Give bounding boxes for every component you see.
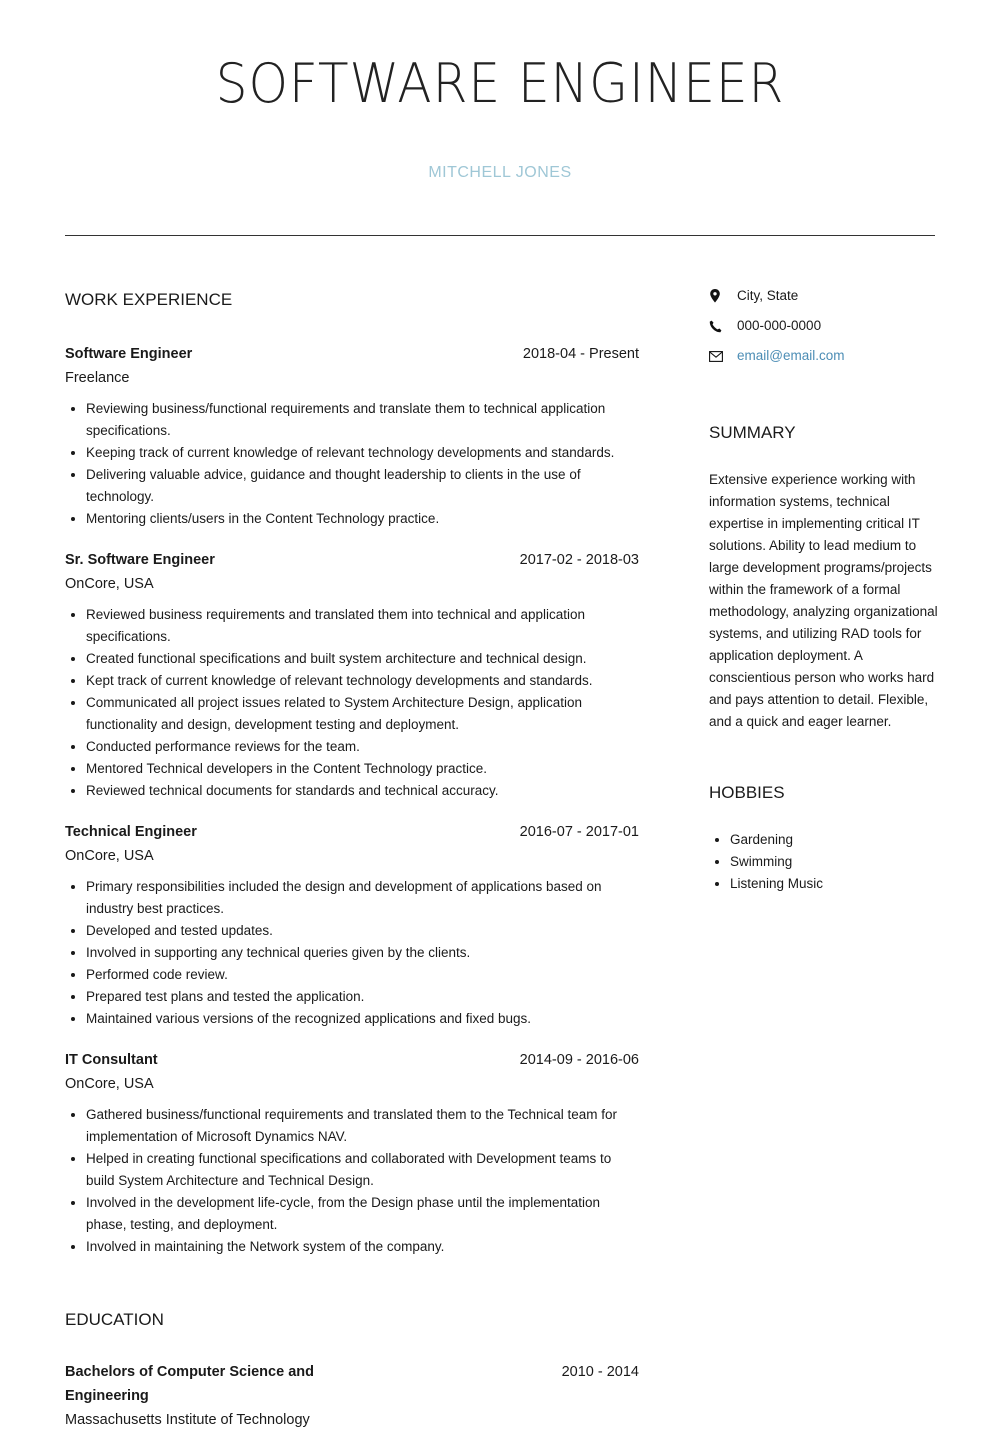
main-column <box>65 290 639 1432</box>
duty-item: • Primary responsibilities included the design and development of applications based on industry best practices. <box>86 876 639 920</box>
duty-item: • Kept track of current knowledge of relevant technology developments and standards. <box>86 670 639 692</box>
duty-item: • Communicated all project issues related to System Architecture Design, application functionality and design, development testing and deployment. <box>86 692 639 736</box>
job-dates: 2017-02 - 2018-03 <box>519 552 639 568</box>
duty-item: • Maintained various versions of the recognized applications and fixed bugs. <box>86 1008 639 1030</box>
duty-item: • Delivering valuable advice, guidance and thought leadership to clients in the use of technology. <box>86 464 639 508</box>
duty-item: • Involved in maintaining the Network system of the company. <box>86 1236 639 1258</box>
phone-icon <box>709 320 737 333</box>
job-title: IT Consultant <box>65 1052 158 1068</box>
duty-item: • Gathered business/functional requirements and translated them to the Technical team for implementation of Microsoft Dynamics NAV. <box>86 1104 639 1148</box>
duty-item: • Helped in creating functional specifications and collaborated with Development teams to build System Architecture and Technical Design. <box>86 1148 639 1192</box>
hobby-item: • Gardening <box>730 829 939 851</box>
summary-heading: SUMMARY <box>709 423 796 442</box>
duty-item: • Developed and tested updates. <box>86 920 639 942</box>
job-dates: 2014-09 - 2016-06 <box>519 1052 639 1068</box>
hobby-item: • Swimming <box>730 851 939 873</box>
job-duties-list <box>65 604 639 802</box>
duty-item: • Involved in the development life-cycle, from the Design phase until the implementation phase, testing, and deployment. <box>86 1192 639 1236</box>
duty-item: • Prepared test plans and tested the application. <box>86 986 639 1008</box>
map-pin-icon <box>709 289 737 303</box>
education-dates: 2010 - 2014 <box>561 1364 639 1380</box>
work-experience-heading: WORK EXPERIENCE <box>65 290 233 309</box>
duty-item: • Mentoring clients/users in the Content Technology practice. <box>86 508 639 530</box>
job-company: OnCore, USA <box>65 848 154 864</box>
email-link[interactable]: email@email.com <box>737 348 845 363</box>
job-entry <box>65 342 639 530</box>
contact-email[interactable] <box>709 341 939 371</box>
phone-text: 000-000-0000 <box>737 318 822 333</box>
job-entry <box>65 548 639 802</box>
envelope-icon <box>709 351 737 362</box>
duty-item: • Performed code review. <box>86 964 639 986</box>
duty-item: • Keeping track of current knowledge of relevant technology developments and standards. <box>86 442 639 464</box>
job-title: Software Engineer <box>65 346 193 362</box>
duty-item: • Mentored Technical developers in the Content Technology practice. <box>86 758 639 780</box>
duty-item: • Created functional specifications and built system architecture and technical design. <box>86 648 639 670</box>
duty-item: • Reviewed technical documents for standards and technical accuracy. <box>86 780 639 802</box>
job-entry <box>65 820 639 1030</box>
contact-phone <box>709 311 939 341</box>
hobby-item: • Listening Music <box>730 873 939 895</box>
duty-item: • Involved in supporting any technical queries given by the clients. <box>86 942 639 964</box>
contact-location <box>709 281 939 311</box>
job-title: Sr. Software Engineer <box>65 552 215 568</box>
duty-item: • Reviewed business requirements and translated them into technical and application specifications. <box>86 604 639 648</box>
job-duties-list <box>65 398 639 530</box>
job-dates: 2016-07 - 2017-01 <box>519 824 639 840</box>
hobbies-heading: HOBBIES <box>709 783 785 802</box>
job-title: Technical Engineer <box>65 824 197 840</box>
header-divider <box>65 235 935 236</box>
job-company: OnCore, USA <box>65 576 154 592</box>
sidebar-column <box>709 287 939 895</box>
hobbies-list <box>709 829 939 895</box>
duty-item: • Reviewing business/functional requirements and translate them to technical application specifications. <box>86 398 639 442</box>
job-duties-list <box>65 876 639 1030</box>
education-heading: EDUCATION <box>65 1310 164 1329</box>
education-entry <box>65 1360 639 1432</box>
job-dates: 2018-04 - Present <box>522 346 639 362</box>
resume-title: SOFTWARE ENGINEER <box>215 52 785 115</box>
job-entry <box>65 1048 639 1258</box>
duty-item: • Conducted performance reviews for the team. <box>86 736 639 758</box>
summary-text: Extensive experience working with information systems, technical expertise in implementing critical IT solutions. Ability to lead medium to large development programs/projects within the framework of a formal methodology, analyzing organizational systems, and utilizing RAD tools for application deployment. A conscientious person who works hard and pays attention to detail. Flexible, and a quick and eager learner. <box>709 472 938 729</box>
job-company: OnCore, USA <box>65 1076 154 1092</box>
location-text: City, State <box>737 288 799 303</box>
job-company: Freelance <box>65 370 130 386</box>
degree-title: Bachelors of Computer Science and Engineering <box>65 1364 314 1404</box>
candidate-name: MITCHELL JONES <box>428 164 572 181</box>
job-duties-list <box>65 1104 639 1258</box>
school-name: Massachusetts Institute of Technology <box>65 1412 310 1428</box>
